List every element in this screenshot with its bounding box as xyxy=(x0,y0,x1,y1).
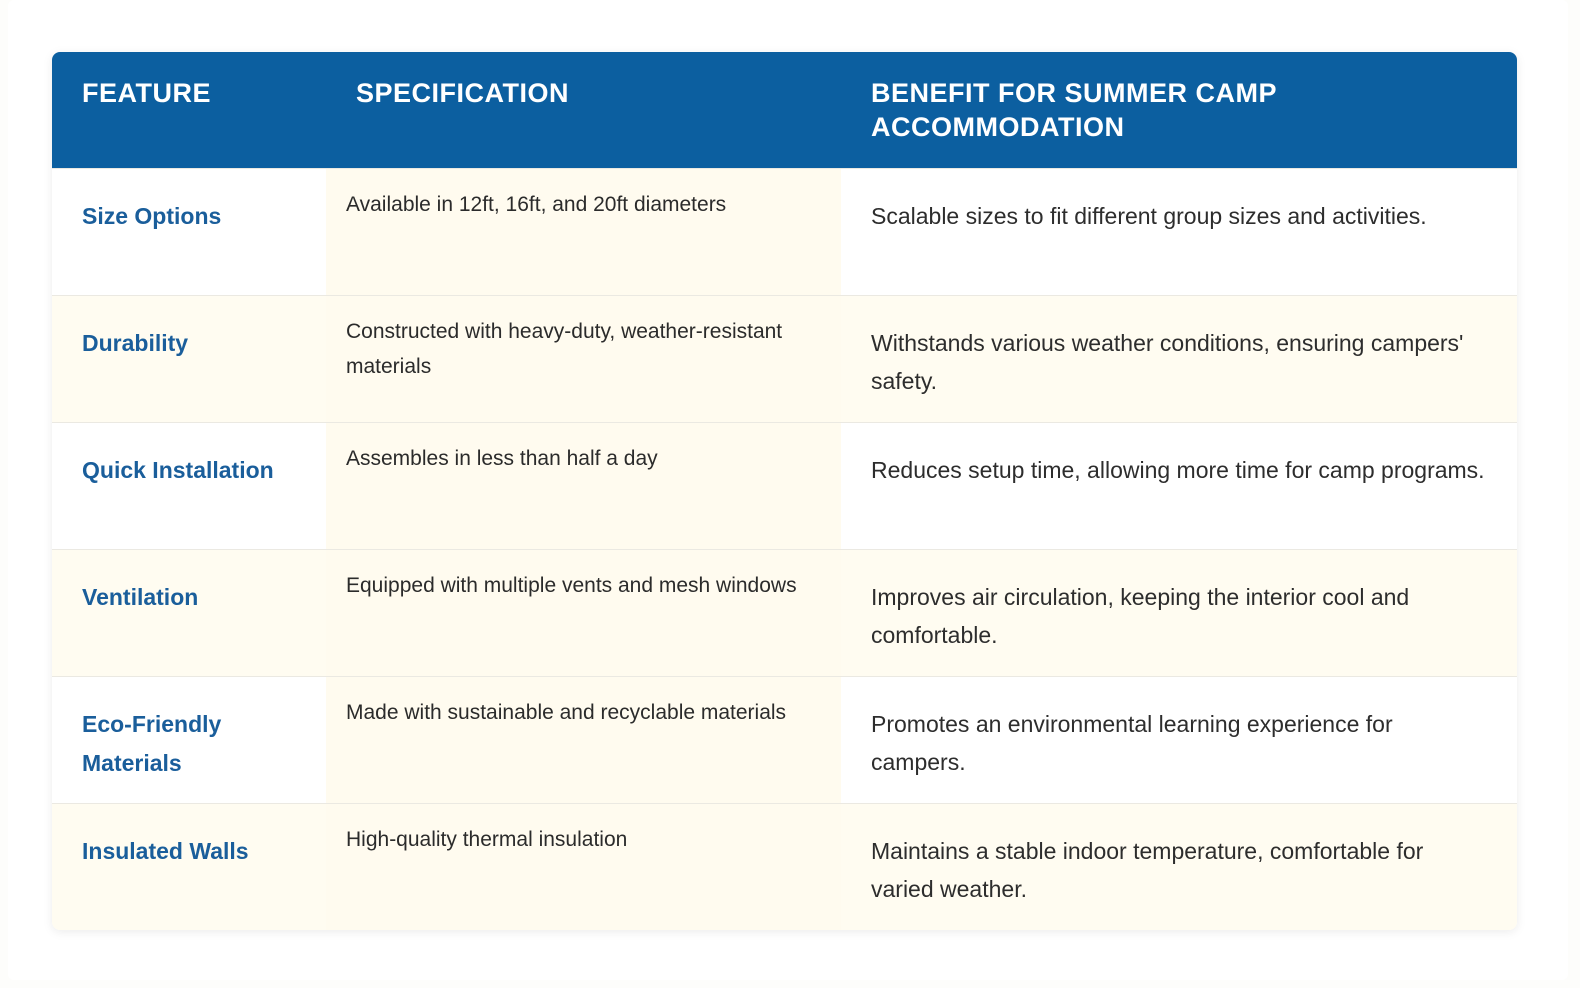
benefit-cell: Maintains a stable indoor temperature, comfortable for varied weather. xyxy=(841,803,1517,930)
specification-cell: Available in 12ft, 16ft, and 20ft diameters xyxy=(326,168,841,295)
page xyxy=(8,0,1568,980)
specification-cell: Equipped with multiple vents and mesh windows xyxy=(326,549,841,676)
feature-cell: Size Options xyxy=(52,168,326,295)
specification-cell: Made with sustainable and recyclable materials xyxy=(326,676,841,803)
specification-cell: Constructed with heavy-duty, weather-resistant materials xyxy=(326,295,841,422)
table-row xyxy=(52,549,1517,676)
feature-cell: Durability xyxy=(52,295,326,422)
benefit-cell: Reduces setup time, allowing more time for camp programs. xyxy=(841,422,1517,549)
header-feature: FEATURE xyxy=(52,52,326,168)
benefit-cell: Improves air circulation, keeping the interior cool and comfortable. xyxy=(841,549,1517,676)
feature-cell: Quick Installation xyxy=(52,422,326,549)
feature-cell: Ventilation xyxy=(52,549,326,676)
table-row xyxy=(52,422,1517,549)
feature-table-card xyxy=(52,52,1517,930)
table-header xyxy=(52,52,1517,168)
header-benefit: BENEFIT FOR SUMMER CAMP ACCOMMODATION xyxy=(841,52,1517,168)
specification-cell: High-quality thermal insulation xyxy=(326,803,841,930)
table-row xyxy=(52,803,1517,930)
specification-cell: Assembles in less than half a day xyxy=(326,422,841,549)
benefit-cell: Scalable sizes to fit different group sizes and activities. xyxy=(841,168,1517,295)
feature-cell: Insulated Walls xyxy=(52,803,326,930)
table-header-row xyxy=(52,52,1517,168)
feature-table xyxy=(52,52,1517,930)
header-specification: SPECIFICATION xyxy=(326,52,841,168)
table-body xyxy=(52,168,1517,930)
table-row xyxy=(52,676,1517,803)
benefit-cell: Promotes an environmental learning experience for campers. xyxy=(841,676,1517,803)
feature-cell: Eco-Friendly Materials xyxy=(52,676,326,803)
table-row xyxy=(52,295,1517,422)
table-row xyxy=(52,168,1517,295)
benefit-cell: Withstands various weather conditions, ensuring campers' safety. xyxy=(841,295,1517,422)
